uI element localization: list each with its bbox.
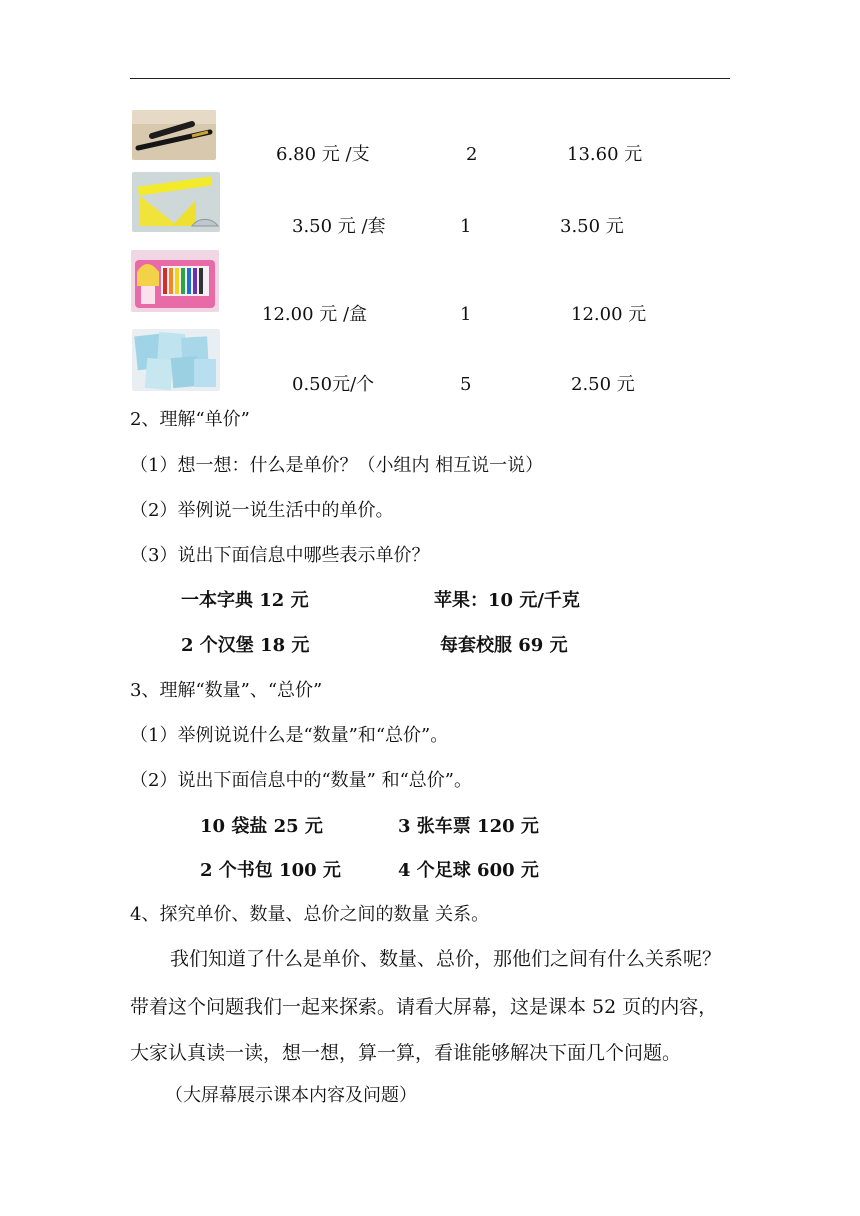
product-price: 12.00 元 /盒 (262, 304, 368, 325)
product-total: 2.50 元 (571, 374, 635, 395)
header-rule (130, 78, 730, 79)
example-text: 10 袋盐 25 元 (200, 816, 323, 837)
product-quantity: 1 (460, 304, 472, 325)
example-text: 4 个足球 600 元 (398, 860, 539, 881)
example-text: 一本字典 12 元 (181, 590, 309, 611)
example-text: 2 个书包 100 元 (200, 860, 341, 881)
paragraph-line: 带着这个问题我们一起来探索。请看大屏幕，这是课本 52 页的内容， (130, 996, 718, 1018)
product-price: 0.50元/个 (292, 374, 375, 395)
product-quantity: 5 (460, 374, 472, 395)
crayon-box-image (131, 250, 219, 312)
product-total: 3.50 元 (560, 216, 624, 237)
example-text: 每套校服 69 元 (440, 635, 568, 656)
question-item: （3）说出下面信息中哪些表示单价？ (130, 545, 430, 566)
notebook-image (132, 329, 220, 391)
example-text: 苹果：10 元/千克 (434, 590, 580, 611)
section-heading: 2、理解“单价” (130, 409, 250, 430)
product-total: 12.00 元 (571, 304, 647, 325)
section-heading: 4、探究单价、数量、总价之间的数量 关系。 (130, 904, 490, 925)
question-item: （1）想一想：什么是单价？（小组内 相互说一说） (130, 455, 544, 476)
question-item: （1）举例说说什么是“数量”和“总价”。 (130, 725, 449, 746)
ruler-set-image (132, 172, 220, 232)
example-text: 3 张车票 120 元 (398, 816, 539, 837)
stage-note: （大屏幕展示课本内容及问题） (165, 1085, 417, 1106)
product-quantity: 1 (460, 216, 472, 237)
product-total: 13.60 元 (567, 144, 643, 165)
section-heading: 3、理解“数量”、“总价” (130, 680, 323, 701)
example-text: 2 个汉堡 18 元 (181, 635, 310, 656)
pen-image (132, 110, 216, 160)
paragraph-line: 大家认真读一读，想一想，算一算，看谁能够解决下面几个问题。 (130, 1042, 682, 1064)
question-item: （2）说出下面信息中的“数量” 和“总价”。 (130, 770, 472, 791)
question-item: （2）举例说一说生活中的单价。 (130, 500, 394, 521)
product-quantity: 2 (466, 144, 478, 165)
paragraph-line: 我们知道了什么是单价、数量、总价，那他们之间有什么关系呢？ (170, 948, 722, 970)
product-price: 3.50 元 /套 (292, 216, 386, 237)
product-price: 6.80 元 /支 (276, 144, 370, 165)
